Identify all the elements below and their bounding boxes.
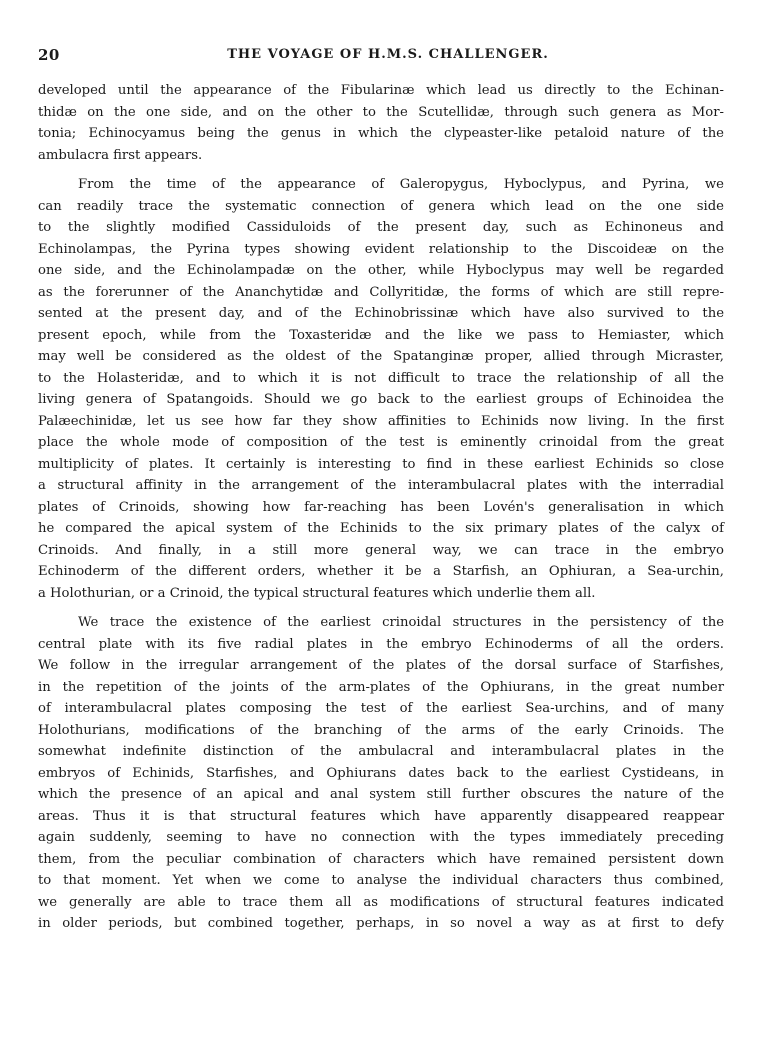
text-line: tonia; Echinocyamus being the genus in which the clypeaster-like petaloid nature of the — [38, 126, 724, 141]
running-title: THE VOYAGE OF H.M.S. CHALLENGER. — [227, 47, 549, 62]
text-line: we generally are able to trace them all as modifications of structural features indicated — [38, 894, 724, 910]
text-line: We follow in the irregular arrangement of the plates of the dorsal surface of Starfishes, — [38, 658, 724, 673]
text-line: which the presence of an apical and anal system still further obscures the nature of the — [38, 787, 724, 802]
text-line: to that moment. Yet when we come to analyse the individual characters thus combined, — [38, 873, 724, 888]
text-line: Echinoderm of the different orders, whether it be a Starfish, an Ophiuran, a Sea-urchin, — [38, 564, 724, 579]
text-line: Echinolampas, the Pyrina types showing evident relationship to the Discoideæ on the — [38, 241, 724, 257]
text-line: Crinoids. And finally, in a still more general way, we can trace in the embryo — [38, 542, 724, 558]
text-line: plates of Crinoids, showing how far-reaching has been Lovén's generalisation in which — [38, 499, 724, 515]
text-line: central plate with its five radial plates in the embryo Echinoderms of all the orders. — [38, 636, 724, 652]
text-line: as the forerunner of the Ananchytidæ and Collyritidæ, the forms of which are still repre- — [38, 284, 724, 300]
text-line: Palæechinidæ, let us see how far they show affinities to Echinids now living. In the first — [38, 413, 724, 429]
text-line: We trace the existence of the earliest crinoidal structures in the persistency of the — [78, 615, 724, 630]
text-line: embryos of Echinids, Starfishes, and Ophiurans dates back to the earliest Cystideans, in — [38, 765, 724, 781]
text-line: a structural affinity in the arrangement of the interambulacral plates with the interradial — [38, 478, 724, 493]
text-line: Holothurians, modifications of the branching of the arms of the early Crinoids. The — [38, 722, 724, 738]
body-text — [38, 80, 724, 943]
text-line: may well be considered as the oldest of the Spatanginæ proper, allied through Micraster, — [38, 349, 724, 364]
text-line: in the repetition of the joints of the arm-plates of the Ophiurans, in the great number — [38, 679, 724, 695]
text-line: one side, and the Echinolampadæ on the other, while Hyboclypus may well be regarded — [38, 263, 724, 278]
text-line: in older periods, but combined together, perhaps, in so novel a way as at first to defy — [38, 916, 724, 931]
text-line: to the Holasteridæ, and to which it is not difficult to trace the relationship of all the — [38, 370, 724, 386]
text-line: thidæ on the one side, and on the other to the Scutellidæ, through such genera as Mor- — [38, 104, 724, 120]
text-line: developed until the appearance of the Fibularinæ which lead us directly to the Echinan- — [38, 83, 724, 98]
text-line: From the time of the appearance of Galeropygus, Hyboclypus, and Pyrina, we — [78, 177, 724, 192]
text-line: a Holothurian, or a Crinoid, the typical structural features which underlie them all. — [38, 585, 596, 601]
text-line: can readily trace the systematic connection of genera which lead on the one side — [38, 198, 724, 214]
running-header — [38, 46, 738, 68]
text-line: place the whole mode of composition of the test is eminently crinoidal from the great — [38, 435, 724, 450]
text-line: again suddenly, seeming to have no connection with the types immediately preceding — [38, 830, 724, 845]
text-line: somewhat indefinite distinction of the ambulacral and interambulacral plates in the — [38, 744, 724, 759]
text-line: to the slightly modified Cassiduloids of the present day, such as Echinoneus and — [38, 220, 724, 235]
text-line: ambulacra first appears. — [38, 147, 203, 163]
text-line: areas. Thus it is that structural features which have apparently disappeared reappear — [38, 808, 724, 824]
paragraph-1 — [38, 80, 724, 166]
text-line: multiplicity of plates. It certainly is interesting to find in these earliest Echinids so close — [38, 456, 724, 472]
text-line: he compared the apical system of the Echinids to the six primary plates of the calyx of — [38, 521, 724, 536]
text-line: sented at the present day, and of the Echinobrissinæ which have also survived to the — [38, 306, 724, 321]
page-number: 20 — [38, 46, 60, 64]
paragraph-3 — [38, 612, 724, 935]
text-line: of interambulacral plates composing the test of the earliest Sea-urchins, and of many — [38, 701, 724, 716]
text-line: present epoch, while from the Toxasteridæ and the like we pass to Hemiaster, which — [38, 327, 724, 343]
text-line: them, from the peculiar combination of characters which have remained persistent down — [38, 851, 724, 867]
paragraph-2 — [38, 174, 724, 604]
text-line: living genera of Spatangoids. Should we go back to the earliest groups of Echinoidea the — [38, 392, 724, 407]
